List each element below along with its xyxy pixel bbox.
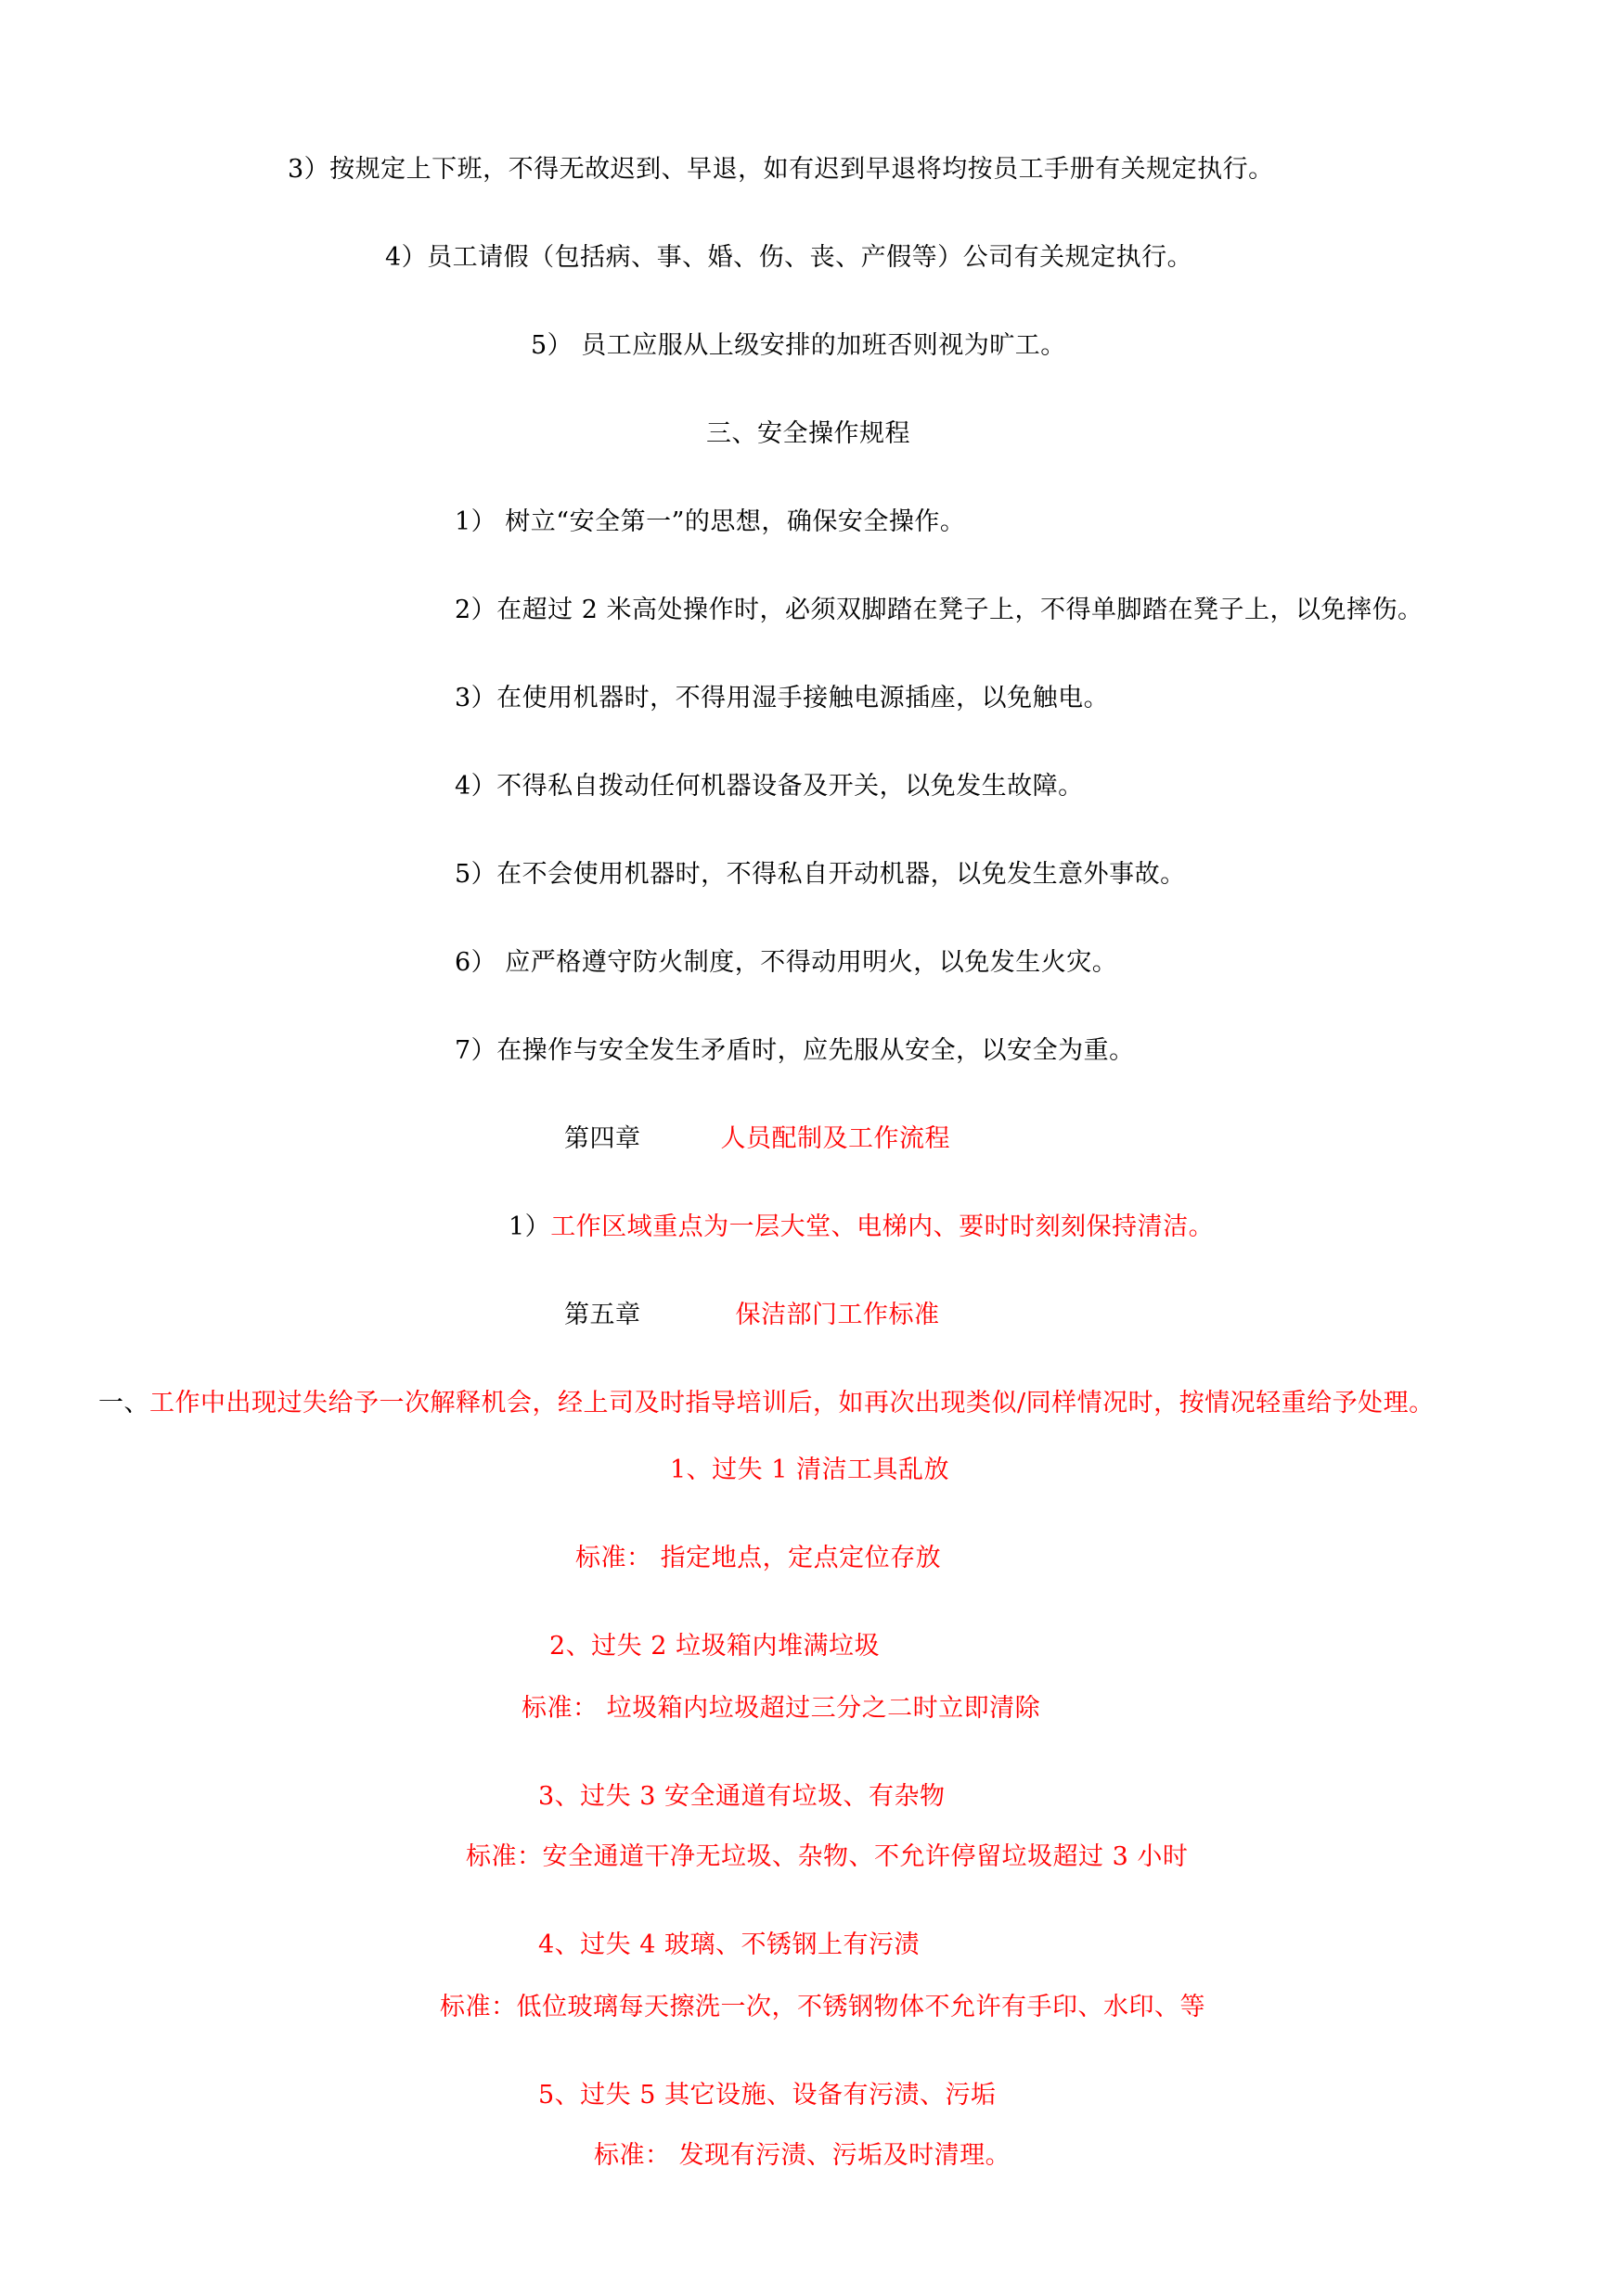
chapter4-item-1 — [509, 1211, 1214, 1244]
standard-2: 标准： 垃圾箱内垃圾超过三分之二时立即清除 — [522, 1694, 1041, 1723]
safety-item-5: 5）在不会使用机器时，不得私自开动机器，以免发生意外事故。 — [455, 860, 1186, 889]
chapter4-item-text: 工作区域重点为一层大堂、电梯内、要时时刻刻保持清洁。 — [550, 1212, 1215, 1241]
chapter5-intro — [98, 1387, 1435, 1420]
chapter4-title: 人员配制及工作流程 — [720, 1124, 950, 1153]
fault-1: 1、过失 1 清洁工具乱放 — [670, 1456, 950, 1484]
chapter5-intro-prefix: 一、 — [98, 1389, 149, 1417]
safety-item-4: 4）不得私自拨动任何机器设备及开关，以免发生故障。 — [455, 772, 1084, 801]
standard-3: 标准：安全通道干净无垃圾、杂物、不允许停留垃圾超过 3 小时 — [466, 1842, 1189, 1871]
safety-item-3: 3）在使用机器时，不得用湿手接触电源插座，以免触电。 — [455, 684, 1110, 712]
standard-4: 标准：低位玻璃每天擦洗一次，不锈钢物体不允许有手印、水印、等 — [440, 1993, 1205, 2021]
safety-heading: 三、安全操作规程 — [706, 419, 910, 448]
safety-item-7: 7）在操作与安全发生矛盾时，应先服从安全，以安全为重。 — [455, 1036, 1135, 1065]
chapter5-intro-text: 工作中出现过失给予一次解释机会，经上司及时指导培训后，如再次出现类似/同样情况时，按情况轻重给予处理。 — [149, 1389, 1435, 1417]
attendance-item-5: 5） 员工应服从上级安排的加班否则视为旷工。 — [531, 331, 1066, 360]
attendance-item-3: 3）按规定上下班，不得无故迟到、早退，如有迟到早退将均按员工手册有关规定执行。 — [288, 155, 1274, 184]
chapter5-label: 第五章 — [564, 1301, 641, 1329]
chapter5-heading — [564, 1299, 940, 1332]
chapter4-heading — [564, 1122, 950, 1156]
safety-item-6: 6） 应严格遵守防火制度，不得动用明火，以免发生火灾。 — [455, 948, 1118, 977]
chapter5-title: 保洁部门工作标准 — [735, 1301, 940, 1329]
fault-4: 4、过失 4 玻璃、不锈钢上有污渍 — [538, 1930, 921, 1959]
safety-item-2: 2）在超过 2 米高处操作时，必须双脚踏在凳子上，不得单脚踏在凳子上，以免摔伤。 — [455, 596, 1423, 624]
chapter4-item-prefix: 1） — [509, 1212, 551, 1241]
standard-5: 标准： 发现有污渍、污垢及时清理。 — [594, 2141, 1011, 2170]
fault-3: 3、过失 3 安全通道有垃圾、有杂物 — [538, 1782, 946, 1811]
fault-2: 2、过失 2 垃圾箱内堆满垃圾 — [549, 1632, 881, 1661]
fault-5: 5、过失 5 其它设施、设备有污渍、污垢 — [538, 2081, 997, 2110]
attendance-item-4: 4）员工请假（包括病、事、婚、伤、丧、产假等）公司有关规定执行。 — [385, 243, 1193, 272]
standard-1: 标准： 指定地点，定点定位存放 — [575, 1544, 942, 1572]
safety-item-1: 1） 树立“安全第一”的思想，确保安全操作。 — [455, 507, 966, 536]
chapter4-label: 第四章 — [564, 1124, 641, 1153]
